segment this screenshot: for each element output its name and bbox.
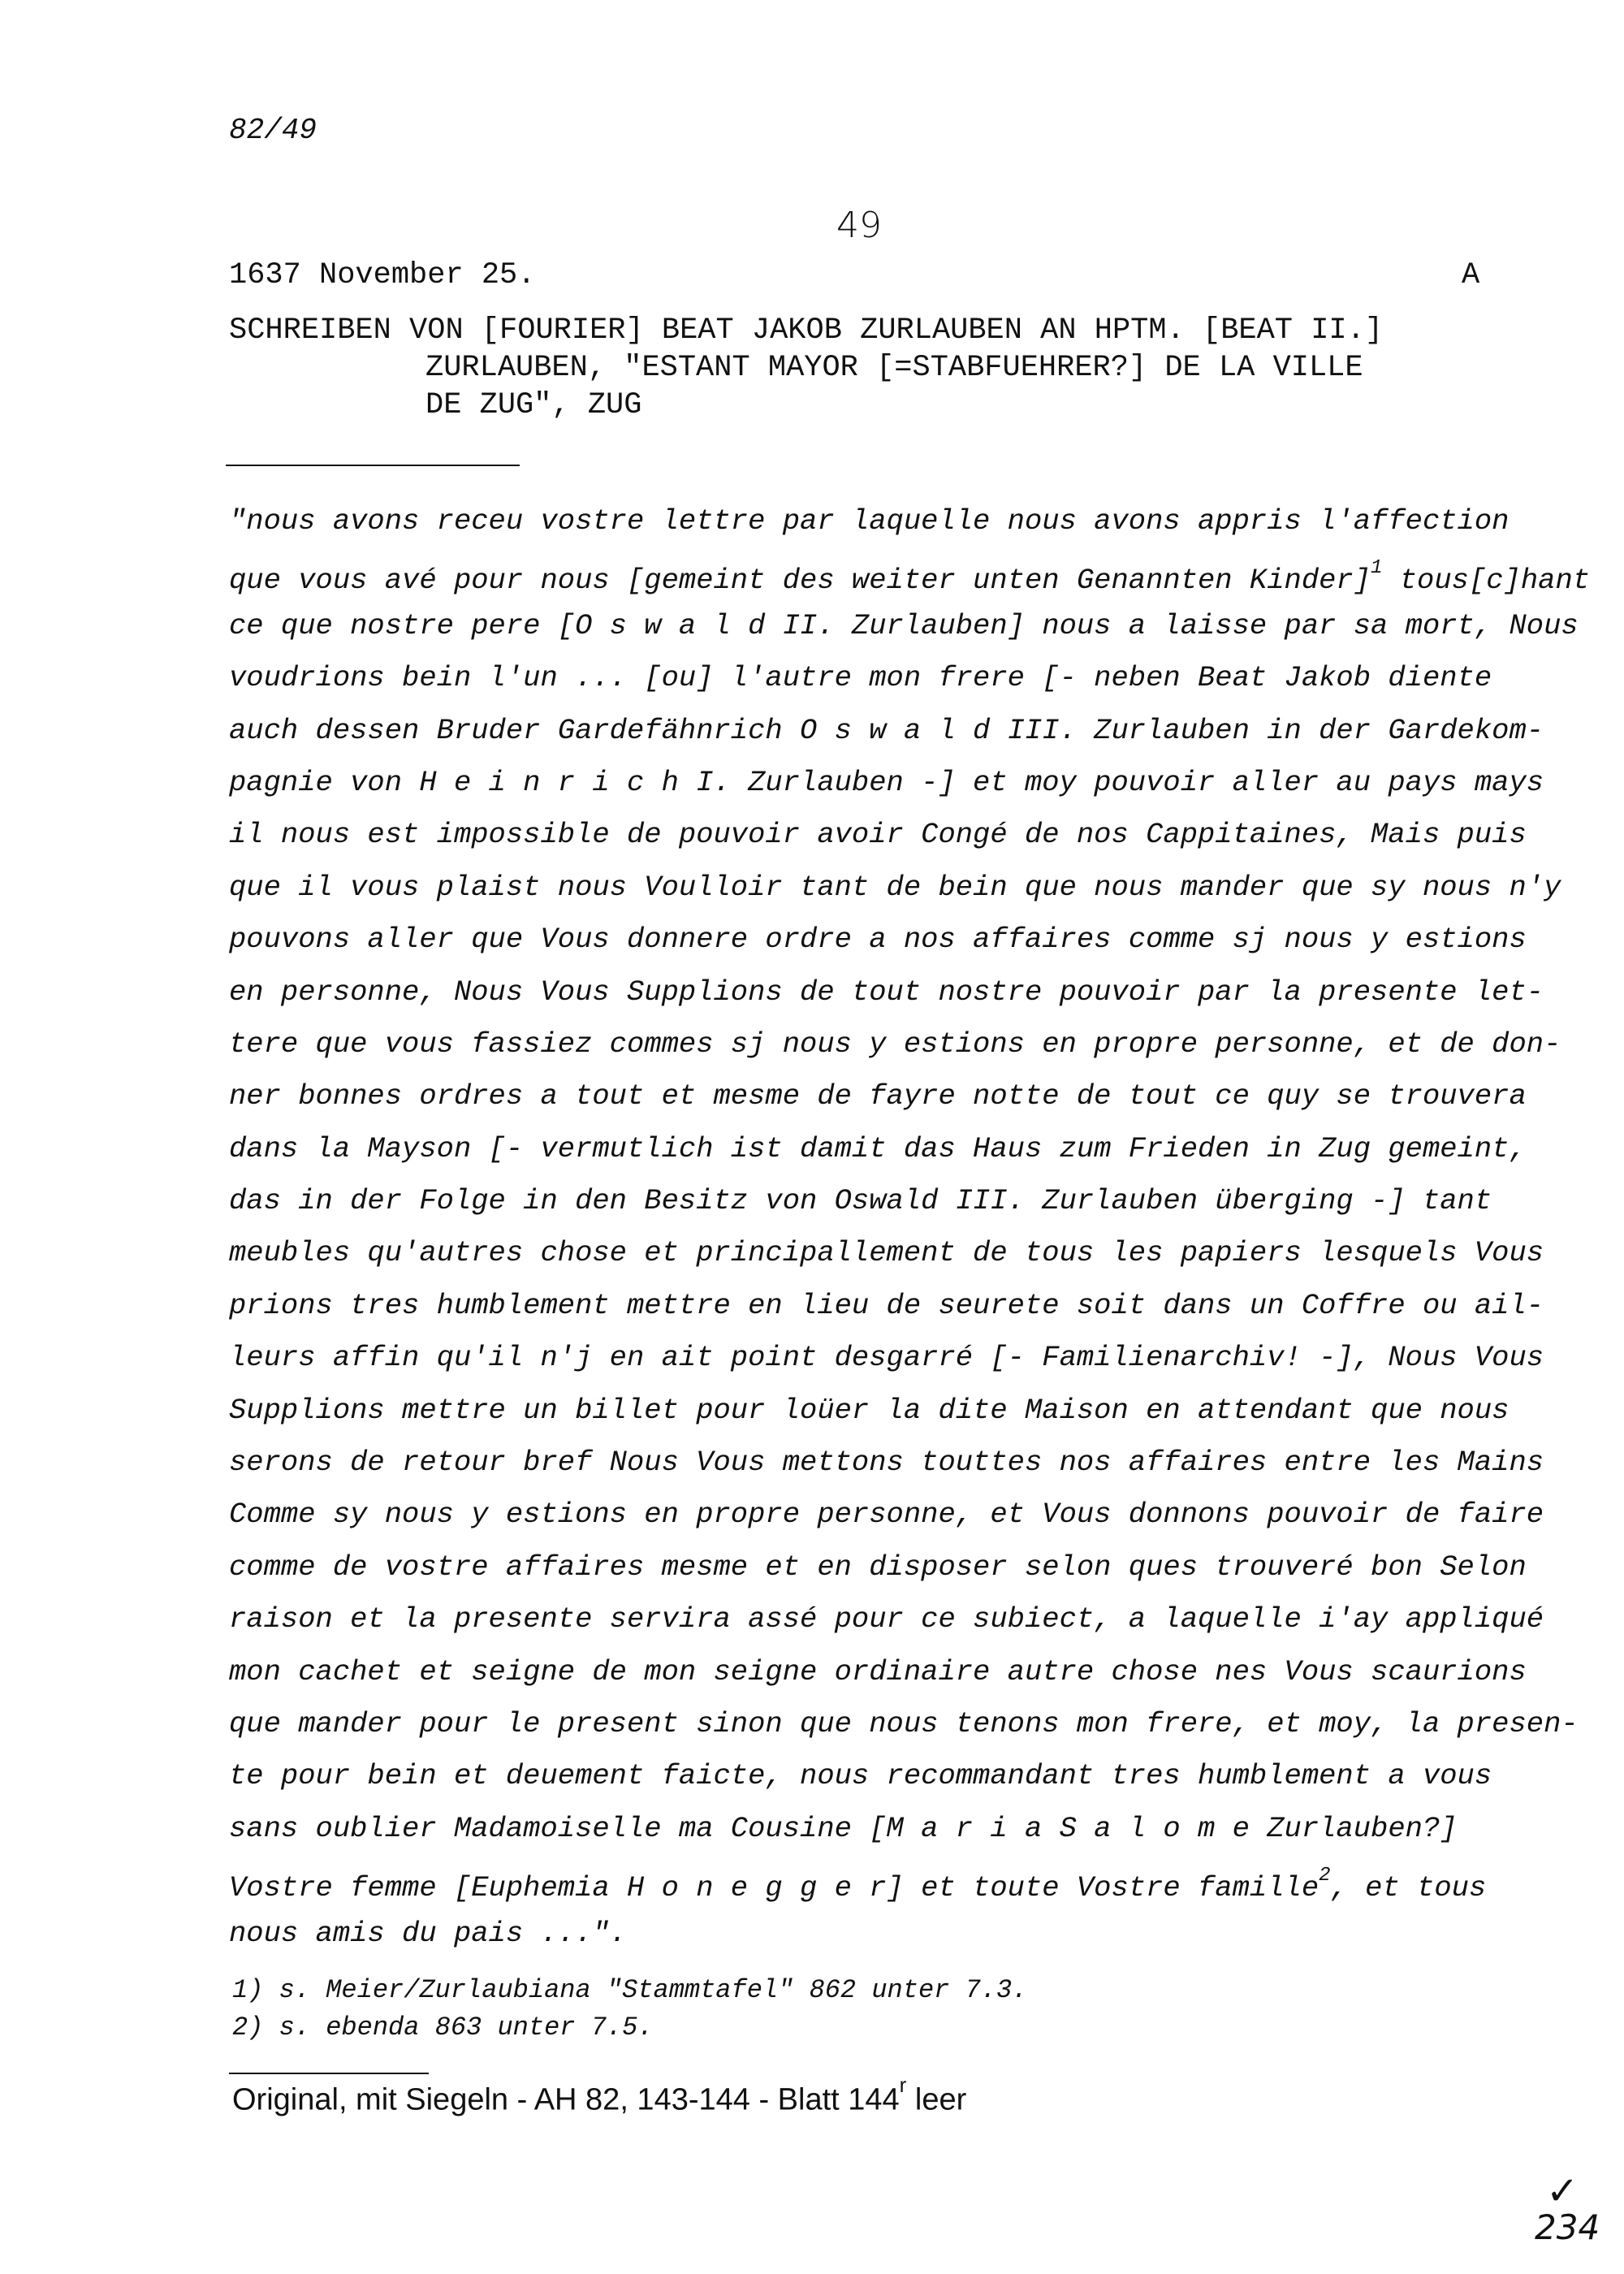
body-line <box>229 1855 1536 1907</box>
body-line-text: tous[c]hant <box>1382 564 1591 598</box>
title-line: ZURLAUBEN, "ESTANT MAYOR [=STABFUEHRER?] DE LA VILLE <box>425 351 1363 385</box>
footnote-marker: 1 <box>1371 557 1383 580</box>
body-line: dans la Mayson [- vermutlich ist damit das Haus zum Frieden in Zug gemeint, <box>229 1131 1527 1165</box>
body-line: Comme sy nous y estions en propre personne, et Vous donnons pouvoir de faire <box>229 1498 1544 1532</box>
footnote-marker: 2 <box>1319 1865 1331 1887</box>
body-line: ce que nostre pere [O s w a l d II. Zurlauben] nous a laisse par sa mort, Nous <box>229 608 1579 642</box>
body-line: comme de vostre affaires mesme et en disposer selon ques trouveré bon Selon <box>229 1550 1527 1584</box>
body-line: en personne, Nous Vous Supplions de tout nostre pouvoir par la presente let- <box>229 975 1544 1009</box>
source-divider <box>229 2073 429 2074</box>
body-line: "nous avons receu vostre lettre par laquelle nous avons appris l'affection <box>229 504 1510 538</box>
body-line: il nous est impossible de pouvoir avoir Congé de nos Cappitaines, Mais puis <box>229 818 1527 852</box>
letter-body <box>229 495 1591 1960</box>
body-line: tere que vous fassiez commes sj nous y estions en propre personne, et de don- <box>229 1027 1561 1061</box>
title-line: DE ZUG", ZUG <box>425 388 642 422</box>
body-line: ner bonnes ordres a tout et mesme de fayre notte de tout ce quy se trouvera <box>229 1079 1527 1113</box>
source-tail: leer <box>906 2082 967 2117</box>
body-line: voudrions bein l'un ... [ou] l'autre mon frere [- neben Beat Jakob diente <box>229 661 1492 695</box>
title-line: SCHREIBEN VON [FOURIER] BEAT JAKOB ZURLAUBEN AN HPTM. [BEAT II.] <box>229 313 1384 348</box>
body-line <box>229 547 1591 599</box>
body-line-text: Vostre femme [Euphemia H o n e g g e r] et toute Vostre famille <box>229 1870 1320 1904</box>
document-title <box>229 312 1383 424</box>
body-line: serons de retour bref Nous Vous mettons touttes nos affaires entre les Mains <box>229 1446 1544 1480</box>
body-line: nous amis du pais ...". <box>229 1916 627 1950</box>
title-divider <box>226 465 520 466</box>
body-line: que il vous plaist nous Voulloir tant de bein que nous mander que sy nous n'y <box>229 870 1561 904</box>
body-line: das in der Folge in den Besitz von Oswald III. Zurlauben überging -] tant <box>229 1184 1492 1218</box>
footnote: 1) s. Meier/Zurlaubiana "Stammtafel" 862 unter 7.3. <box>232 1975 1028 2005</box>
source-note <box>232 2073 967 2118</box>
body-line: pouvons aller que Vous donnere ordre a nos affaires comme sj nous y estions <box>229 923 1527 957</box>
body-line: raison et la presente servira assé pour ce subiect, a laquelle i'ay appliqué <box>229 1602 1544 1636</box>
archive-reference: 82/49 <box>229 114 317 147</box>
footnote: 2) s. ebenda 863 unter 7.5. <box>232 2012 654 2043</box>
recto-marker: r <box>899 2073 907 2097</box>
handwritten-page-number: 234 <box>1535 2207 1600 2247</box>
body-line: mon cachet et seigne de mon seigne ordinaire autre chose nes Vous scaurions <box>229 1654 1527 1688</box>
body-line: sans oublier Madamoiselle ma Cousine [M a r i a S a l o m e Zurlauben?] <box>229 1811 1458 1845</box>
body-line: pagnie von H e i n r i c h I. Zurlauben -] et moy pouvoir aller au pays mays <box>229 765 1544 799</box>
body-line-text: que vous avé pour nous [gemeint des weiter unten Genannten Kinder] <box>229 564 1371 598</box>
body-line: prions tres humblement mettre en lieu de seurete soit dans un Coffre ou ail- <box>229 1288 1544 1322</box>
body-line-text: , et tous <box>1330 1870 1487 1904</box>
body-line: meubles qu'autres chose et principallement de tous les papiers lesquels Vous <box>229 1236 1544 1270</box>
document-date: 1637 November 25. <box>229 258 536 292</box>
body-line: leurs affin qu'il n'j en ait point desgarré [- Familienarchiv! -], Nous Vous <box>229 1341 1544 1375</box>
body-line: te pour bein et deuement faicte, nous recommandant tres humblement a vous <box>229 1759 1492 1793</box>
document-number: 49 <box>836 205 882 246</box>
checkmark-icon: ✓ <box>1546 2168 1579 2214</box>
source-text: Original, mit Siegeln - AH 82, 143-144 - Blatt 144 <box>232 2082 900 2117</box>
footnotes <box>232 1972 1027 2047</box>
document-code: A <box>1462 258 1480 292</box>
body-line: auch dessen Bruder Gardefähnrich O s w a l d III. Zurlauben in der Gardekom- <box>229 713 1544 747</box>
body-line: que mander pour le present sinon que nous tenons mon frere, et moy, la presen- <box>229 1706 1579 1740</box>
body-line: Supplions mettre un billet pour loüer la dite Maison en attendant que nous <box>229 1393 1510 1427</box>
